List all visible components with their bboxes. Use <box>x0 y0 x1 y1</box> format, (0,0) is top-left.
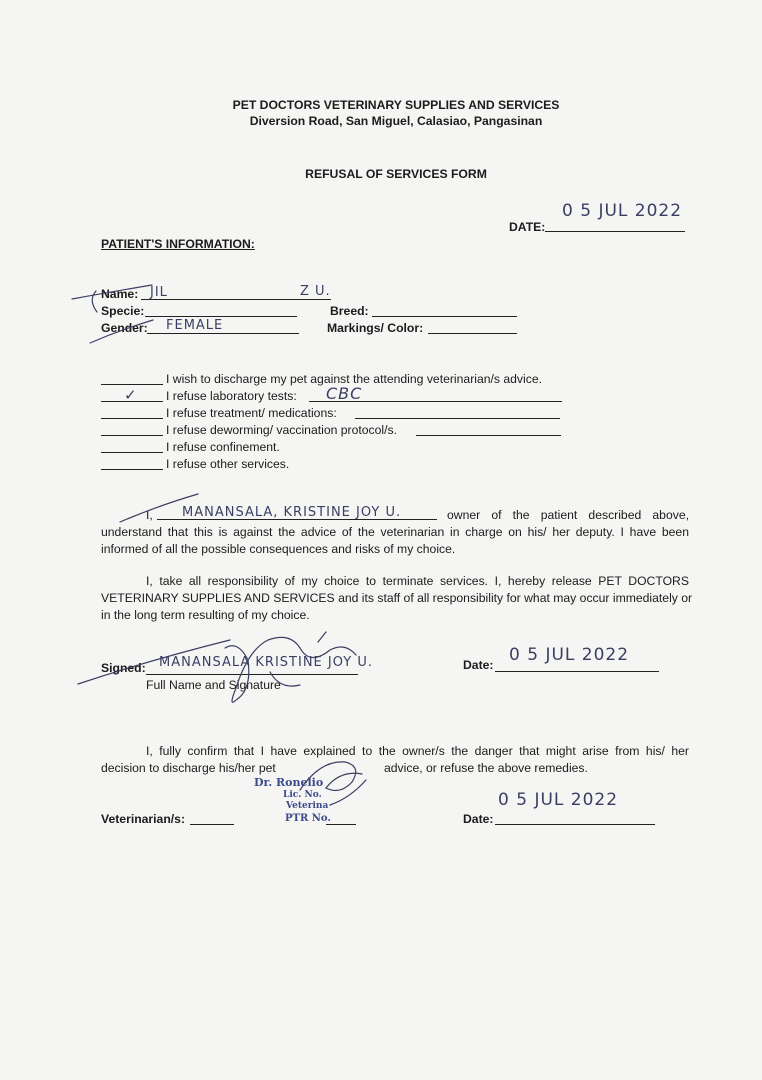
name-value-end: Z U. <box>300 284 331 299</box>
patient-info-heading: PATIENT'S INFORMATION: <box>101 237 255 251</box>
signed-caption: Full Name and Signature <box>146 678 281 692</box>
statement-strike <box>120 494 198 522</box>
vet-date-value: 0 5 JUL 2022 <box>498 790 619 810</box>
statement1-line2: understand that this is against the advice of the veterinarian in charge on his/ her deputy. I have been <box>101 525 689 539</box>
date-top-value: 0 5 JUL 2022 <box>562 201 683 221</box>
gender-strike <box>90 320 153 343</box>
option-label: I refuse treatment/ medications: <box>166 406 337 420</box>
signature <box>78 632 356 702</box>
owner-name: MANANSALA, KRISTINE JOY U. <box>182 505 402 520</box>
statement2-line2: VETERINARY SUPPLIES AND SERVICES and its staff of all responsibility for what may occur immediately or <box>101 591 693 605</box>
statement3-line2-start: decision to discharge his/her pet <box>101 761 276 775</box>
statement3-line1: I, fully confirm that I have explained to the owner/s the danger that might arise from his/ her <box>146 744 689 758</box>
statement2-line3: in the long term resulting of my choice. <box>101 608 310 622</box>
gender-label: Gender: <box>101 321 148 335</box>
vet-stamp-ptr: PTR No. <box>285 813 331 824</box>
vet-stamp-license: Lic. No. <box>283 790 322 800</box>
vet-stamp-title: Veterina <box>286 801 329 811</box>
vet-stamp-name: Dr. Ronelio <box>254 776 324 789</box>
vet-signature <box>300 762 366 805</box>
veterinarian-label: Veterinarian/s: <box>101 812 185 826</box>
gender-value: FEMALE <box>166 318 224 333</box>
signed-label: Signed: <box>101 661 146 675</box>
option-label: I refuse other services. <box>166 457 290 471</box>
name-label: Name: <box>101 287 139 301</box>
option-label: I refuse laboratory tests: <box>166 389 297 403</box>
option-label: I refuse confinement. <box>166 440 280 454</box>
option-label: I refuse deworming/ vaccination protocol/s. <box>166 423 397 437</box>
statement1-line1: owner of the patient described above, <box>447 508 689 522</box>
option-label: I wish to discharge my pet against the attending veterinarian/s advice. <box>166 372 542 386</box>
clinic-address: Diversion Road, San Miguel, Calasiao, Pangasinan <box>249 114 543 128</box>
statement1-line3: informed of all the possible consequences and risks of my choice. <box>101 542 456 556</box>
signed-name: MANANSALA KRISTINE JOY U. <box>159 655 373 670</box>
vet-date-label: Date: <box>463 812 494 826</box>
breed-label: Breed: <box>330 304 369 318</box>
option-checkmark: ✓ <box>124 386 138 404</box>
clinic-name: PET DOCTORS VETERINARY SUPPLIES AND SERVICES <box>232 98 560 112</box>
statement2-line1: I, take all responsibility of my choice to terminate services. I, hereby release PET DOCTORS <box>146 574 689 588</box>
specie-label: Specie: <box>101 304 145 318</box>
form-title: REFUSAL OF SERVICES FORM <box>305 167 487 181</box>
signed-date-label: Date: <box>463 658 494 672</box>
statement1-prefix: I, <box>146 508 153 522</box>
name-strike <box>72 285 152 299</box>
statement3-line2-end: advice, or refuse the above remedies. <box>384 761 588 775</box>
markings-label: Markings/ Color: <box>327 321 424 335</box>
lab-test-detail: CBC <box>326 384 363 403</box>
name-value: JIL <box>150 285 168 300</box>
date-top-label: DATE: <box>509 220 546 234</box>
signed-date-value: 0 5 JUL 2022 <box>509 645 630 665</box>
